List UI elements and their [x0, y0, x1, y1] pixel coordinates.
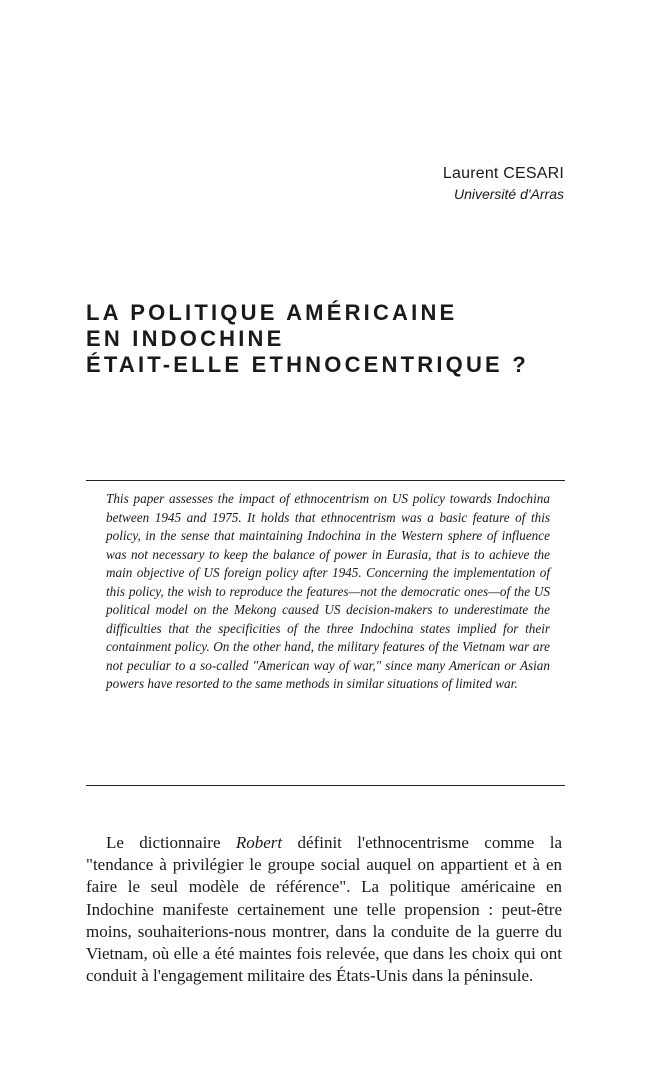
author-block — [443, 164, 564, 204]
author-name: Laurent CESARI — [442, 165, 564, 182]
body-emphasis: Robert — [235, 833, 283, 852]
title-line: LA POLITIQUE AMÉRICAINE — [86, 300, 458, 325]
abstract-bottom-rule — [86, 785, 565, 786]
body-intro: Le dictionnaire — [106, 833, 236, 852]
abstract-top-rule — [86, 480, 565, 481]
author-affiliation: Université d'Arras — [453, 186, 564, 202]
title-line: EN INDOCHINE — [86, 326, 285, 351]
body-rest: définit l'ethnocentrisme comme la "tendance à privilégier le groupe social auquel on appartient et à en faire le seul modèle de référence". La politique américaine en Indochine manifeste certainement une telle propension : peut-être moins, souhaiterions-nous montrer, dans la conduite de la guerre du Vietnam, où elle a été maintes fois relevée, que dans les choix qui ont conduit à l'engagement militaire des États-Unis dans la péninsule. — [86, 833, 562, 986]
abstract-text: This paper assesses the impact of ethnocentrism on US policy towards Indochina between 1945 and 1975. It holds that ethnocentrism was a basic feature of this policy, in the sense that maintaining Indochina in the Western sphere of influence was not necessary to keep the balance of power in Eurasia, that is to achieve the main objective of US foreign policy after 1945. Concerning the implementation of this policy, the wish to reproduce the features—not the democratic ones—of the US political model on the Mekong caused US decision-makers to underestimate the difficulties that the specificities of the three Indochina states implied for their containment policy. On the other hand, the military features of the Vietnam war are not peculiar to a so-called "American way of war," since many American or Asian powers have resorted to the same methods in similar situations of limited war. — [106, 491, 550, 691]
article-title — [86, 300, 566, 378]
body-paragraph — [86, 832, 562, 987]
title-line: ÉTAIT-ELLE ETHNOCENTRIQUE ? — [86, 352, 529, 377]
